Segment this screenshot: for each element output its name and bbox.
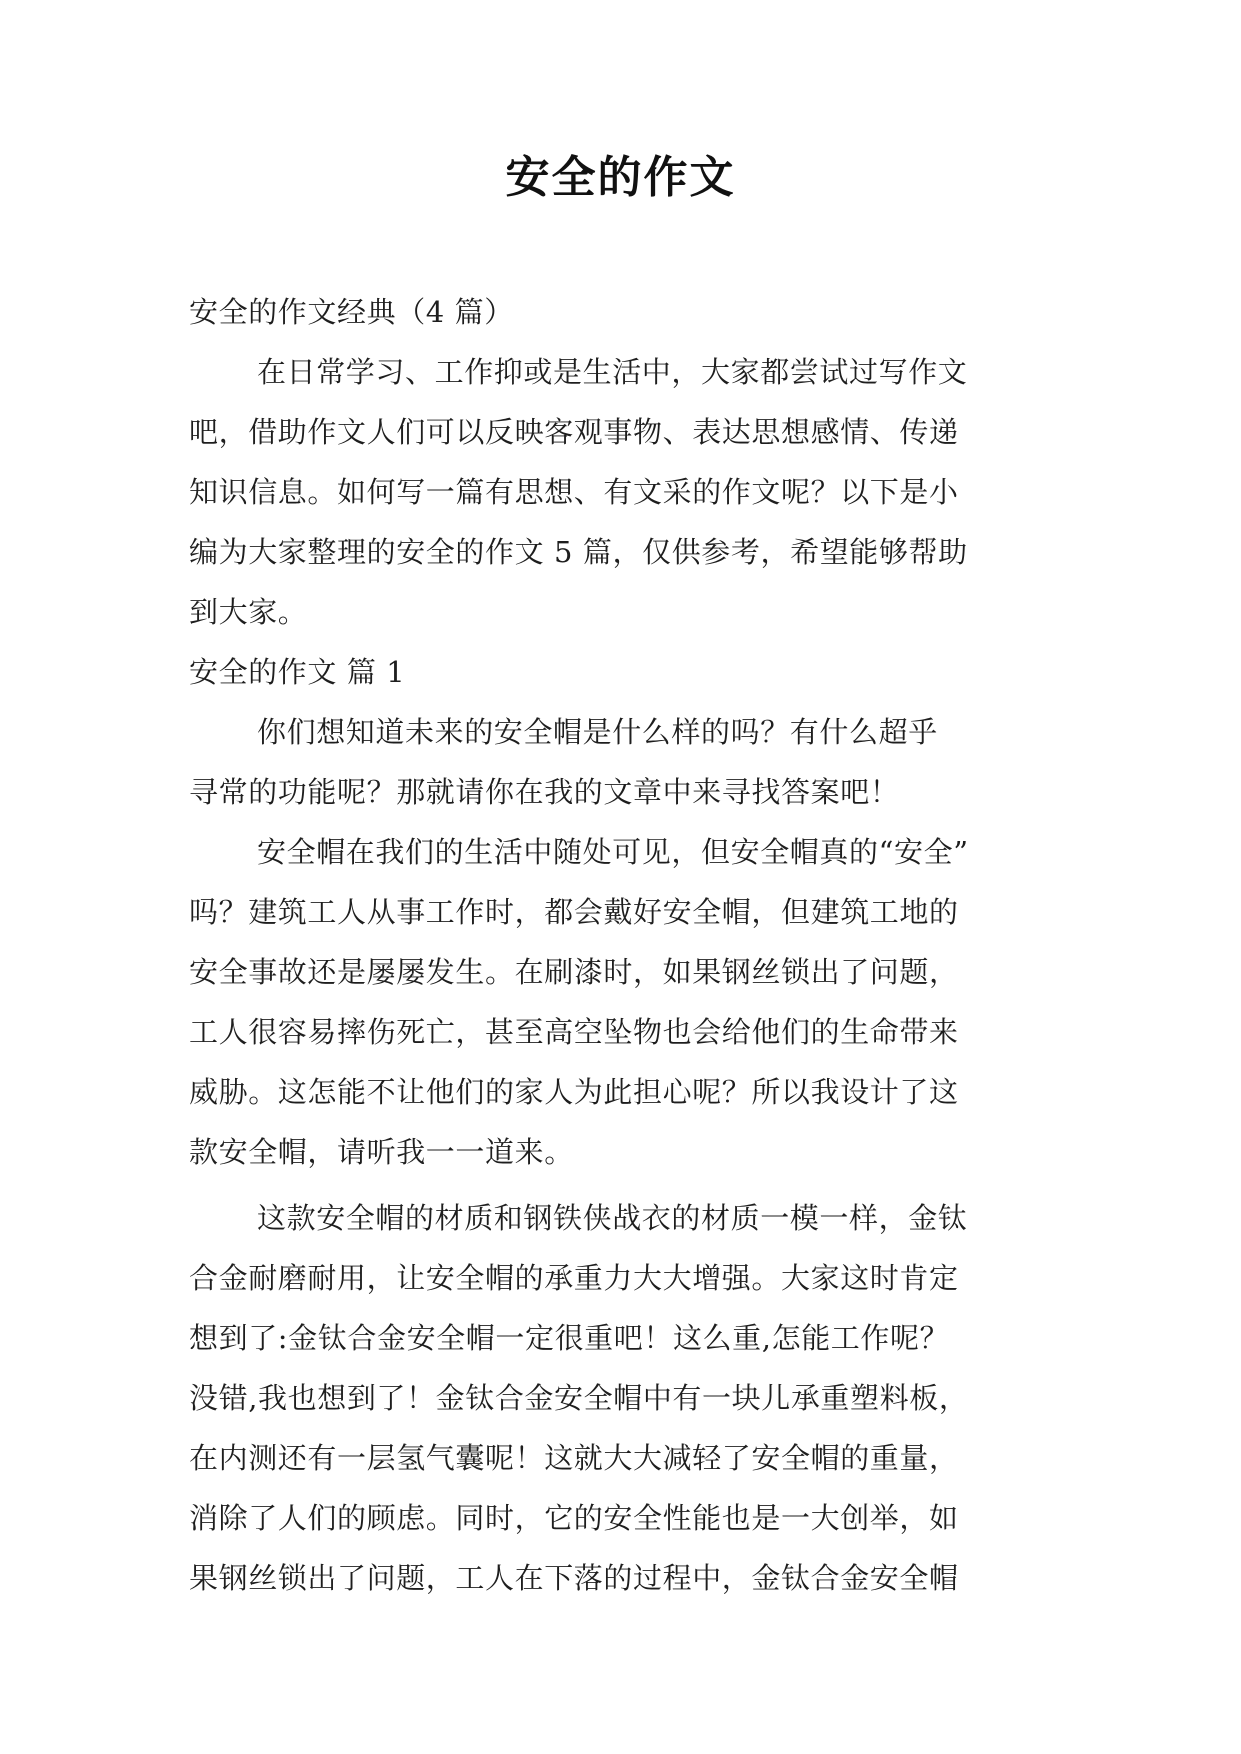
body-text-line: 威胁。这怎能不让他们的家人为此担心呢？所以我设计了这 xyxy=(189,1075,959,1109)
body-text-line: 想到了:金钛合金安全帽一定很重吧！这么重,怎能工作呢？ xyxy=(189,1321,950,1355)
body-text-line: 安全事故还是屡屡发生。在刷漆时，如果钢丝锁出了问题， xyxy=(189,955,959,989)
body-text-line: 到大家。 xyxy=(189,595,308,629)
body-text-line: 果钢丝锁出了问题，工人在下落的过程中，金钛合金安全帽 xyxy=(189,1561,959,1595)
section-heading: 安全的作文 篇 1 xyxy=(189,655,406,689)
body-text-line: 工人很容易摔伤死亡，甚至高空坠物也会给他们的生命带来 xyxy=(189,1015,959,1049)
body-text-line: 编为大家整理的安全的作文 5 篇，仅供参考，希望能够帮助 xyxy=(189,535,968,569)
document-title: 安全的作文 xyxy=(505,152,736,203)
body-text-line: 在日常学习、工作抑或是生活中，大家都尝试过写作文 xyxy=(257,355,968,389)
body-text-line: 吗？建筑工人从事工作时，都会戴好安全帽，但建筑工地的 xyxy=(189,895,959,929)
body-text-line: 吧，借助作文人们可以反映客观事物、表达思想感情、传递 xyxy=(189,415,959,449)
body-text-line: 这款安全帽的材质和钢铁侠战衣的材质一模一样，金钛 xyxy=(257,1201,968,1235)
body-text-line: 寻常的功能呢？那就请你在我的文章中来寻找答案吧！ xyxy=(189,775,900,809)
body-text-line: 款安全帽，请听我一一道来。 xyxy=(189,1135,574,1169)
subtitle-line: 安全的作文经典（4 篇） xyxy=(189,295,514,329)
body-text-line: 消除了人们的顾虑。同时，它的安全性能也是一大创举，如 xyxy=(189,1501,959,1535)
body-text-line: 知识信息。如何写一篇有思想、有文采的作文呢？以下是小 xyxy=(189,475,959,509)
body-text-line: 在内测还有一层氢气囊呢！这就大大减轻了安全帽的重量， xyxy=(189,1441,959,1475)
body-text-line: 合金耐磨耐用，让安全帽的承重力大大增强。大家这时肯定 xyxy=(189,1261,959,1295)
body-text-line: 你们想知道未来的安全帽是什么样的吗？有什么超乎 xyxy=(257,715,938,749)
body-text-line: 安全帽在我们的生活中随处可见，但安全帽真的“安全” xyxy=(257,835,969,869)
document-body xyxy=(189,282,1059,1608)
body-text-line: 没错,我也想到了！金钛合金安全帽中有一块儿承重塑料板， xyxy=(189,1381,969,1415)
